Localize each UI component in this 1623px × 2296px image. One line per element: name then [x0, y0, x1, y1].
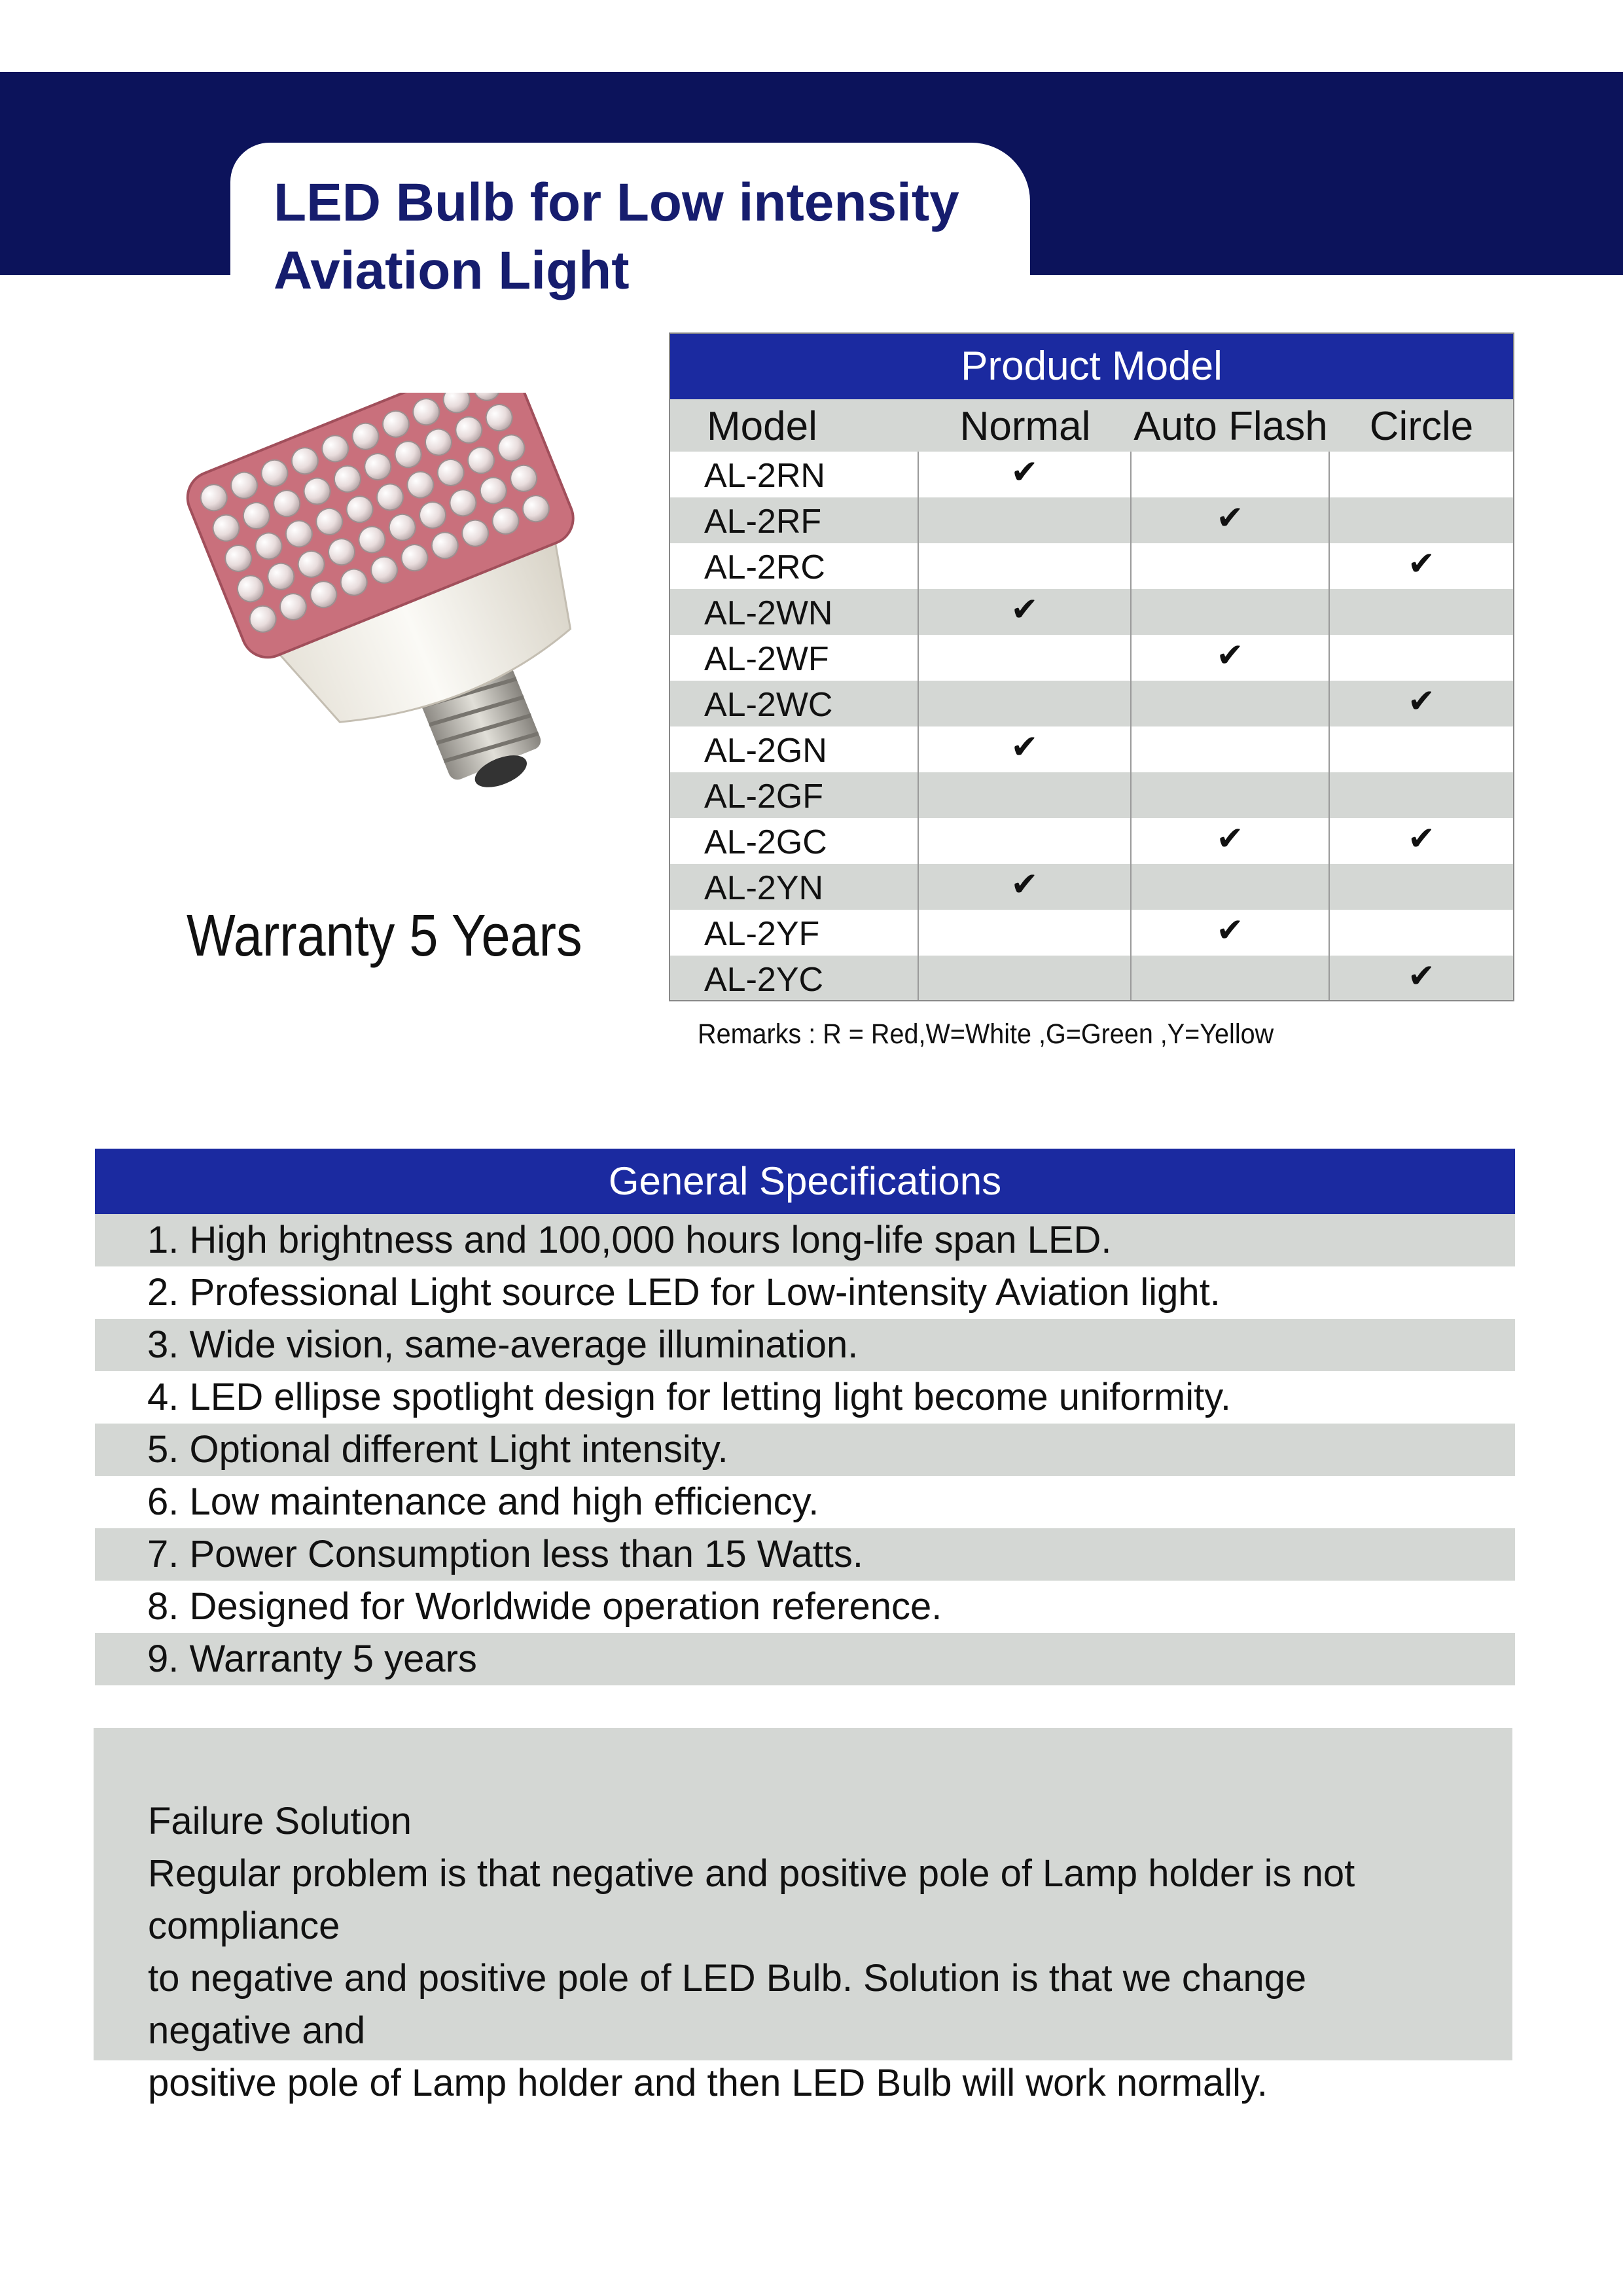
checkmark-icon: ✔: [1408, 545, 1435, 582]
table-row: [670, 681, 1513, 726]
normal-cell: [919, 910, 1132, 956]
auto-flash-cell: [1132, 589, 1330, 635]
table-row: [670, 635, 1513, 681]
table-row: [670, 818, 1513, 864]
circle-cell: [1330, 772, 1513, 818]
spec-item: 5. Optional different Light intensity.: [95, 1424, 1515, 1476]
model-cell: AL-2WF: [670, 635, 919, 681]
model-cell: AL-2GF: [670, 772, 919, 818]
table-row: [670, 910, 1513, 956]
circle-cell: [1330, 589, 1513, 635]
model-cell: AL-2YF: [670, 910, 919, 956]
spec-item: 9. Warranty 5 years: [95, 1633, 1515, 1685]
normal-cell: [919, 589, 1132, 635]
led-bulb-image: [137, 393, 622, 864]
circle-cell: [1330, 910, 1513, 956]
model-cell: AL-2RN: [670, 452, 919, 497]
model-cell: AL-2RC: [670, 543, 919, 589]
normal-cell: [919, 681, 1132, 726]
circle-cell: [1330, 818, 1513, 864]
checkmark-icon: ✔: [1408, 958, 1435, 994]
normal-cell: [919, 956, 1132, 1001]
normal-cell: [919, 452, 1132, 497]
spec-item: 4. LED ellipse spotlight design for letting light become uniformity.: [95, 1371, 1515, 1424]
table-row: [670, 726, 1513, 772]
checkmark-icon: ✔: [1010, 866, 1039, 903]
auto-flash-cell: [1132, 726, 1330, 772]
remarks-text: Remarks : R = Red,W=White ,G=Green ,Y=Yellow: [698, 1018, 1274, 1050]
circle-cell: [1330, 681, 1513, 726]
title-line-2: Aviation Light: [274, 241, 630, 300]
spec-item: 6. Low maintenance and high efficiency.: [95, 1476, 1515, 1528]
failure-solution-line-2: to negative and positive pole of LED Bulb. Solution is that we change negative and: [148, 1957, 1307, 2052]
normal-cell: [919, 864, 1132, 910]
spec-item: 2. Professional Light source LED for Low-intensity Aviation light.: [95, 1266, 1515, 1319]
auto-flash-cell: [1132, 910, 1330, 956]
circle-cell: [1330, 543, 1513, 589]
model-cell: AL-2YN: [670, 864, 919, 910]
spec-item: 8. Designed for Worldwide operation reference.: [95, 1581, 1515, 1633]
auto-flash-cell: [1132, 681, 1330, 726]
table-row: [670, 497, 1513, 543]
checkmark-icon: ✔: [1216, 820, 1244, 857]
page-title: [274, 169, 1013, 305]
column-header-model: Model: [707, 404, 817, 449]
model-cell: AL-2GN: [670, 726, 919, 772]
circle-cell: [1330, 635, 1513, 681]
normal-cell: [919, 543, 1132, 589]
table-row: [670, 772, 1513, 818]
circle-cell: [1330, 497, 1513, 543]
normal-cell: [919, 726, 1132, 772]
auto-flash-cell: [1132, 818, 1330, 864]
specifications-list: [95, 1214, 1515, 1685]
circle-cell: [1330, 956, 1513, 1001]
auto-flash-cell: [1132, 497, 1330, 543]
title-line-1: LED Bulb for Low intensity: [274, 173, 959, 232]
auto-flash-cell: [1132, 635, 1330, 681]
table-row: [670, 864, 1513, 910]
table-row: [670, 956, 1513, 1001]
checkmark-icon: ✔: [1408, 683, 1435, 719]
checkmark-icon: ✔: [1408, 820, 1435, 857]
table-header-row: [670, 399, 1513, 452]
checkmark-icon: ✔: [1010, 728, 1039, 765]
column-header-auto-flash: Auto Flash: [1133, 404, 1328, 449]
auto-flash-cell: [1132, 956, 1330, 1001]
auto-flash-cell: [1132, 772, 1330, 818]
column-header-circle: Circle: [1369, 404, 1474, 449]
general-specifications-title: General Specifications: [95, 1149, 1515, 1214]
circle-cell: [1330, 864, 1513, 910]
table-body: [670, 452, 1513, 1001]
failure-solution-line-1: Regular problem is that negative and positive pole of Lamp holder is not compliance: [148, 1852, 1355, 1947]
warranty-label: Warranty 5 Years: [187, 903, 582, 969]
normal-cell: [919, 497, 1132, 543]
checkmark-icon: ✔: [1216, 912, 1244, 948]
failure-solution-box: [94, 1728, 1512, 2104]
failure-solution-title: Failure Solution: [148, 1800, 412, 1842]
model-cell: AL-2RF: [670, 497, 919, 543]
failure-solution-line-3: positive pole of Lamp holder and then LED Bulb will work normally.: [148, 2062, 1268, 2104]
model-cell: AL-2WN: [670, 589, 919, 635]
spec-item: 1. High brightness and 100,000 hours long-life span LED.: [95, 1214, 1515, 1266]
auto-flash-cell: [1132, 864, 1330, 910]
checkmark-icon: ✔: [1216, 499, 1244, 536]
column-header-normal: Normal: [959, 404, 1091, 449]
checkmark-icon: ✔: [1010, 454, 1039, 490]
auto-flash-cell: [1132, 452, 1330, 497]
spec-item: 3. Wide vision, same-average illumination.: [95, 1319, 1515, 1371]
table-row: [670, 589, 1513, 635]
auto-flash-cell: [1132, 543, 1330, 589]
model-cell: AL-2WC: [670, 681, 919, 726]
normal-cell: [919, 635, 1132, 681]
checkmark-icon: ✔: [1010, 591, 1039, 628]
circle-cell: [1330, 726, 1513, 772]
normal-cell: [919, 772, 1132, 818]
normal-cell: [919, 818, 1132, 864]
checkmark-icon: ✔: [1216, 637, 1244, 673]
model-cell: AL-2GC: [670, 818, 919, 864]
table-row: [670, 452, 1513, 497]
spec-item: 7. Power Consumption less than 15 Watts.: [95, 1528, 1515, 1581]
model-cell: AL-2YC: [670, 956, 919, 1001]
circle-cell: [1330, 452, 1513, 497]
product-model-title: Product Model: [670, 334, 1513, 399]
product-model-table: [669, 332, 1514, 1001]
table-row: [670, 543, 1513, 589]
